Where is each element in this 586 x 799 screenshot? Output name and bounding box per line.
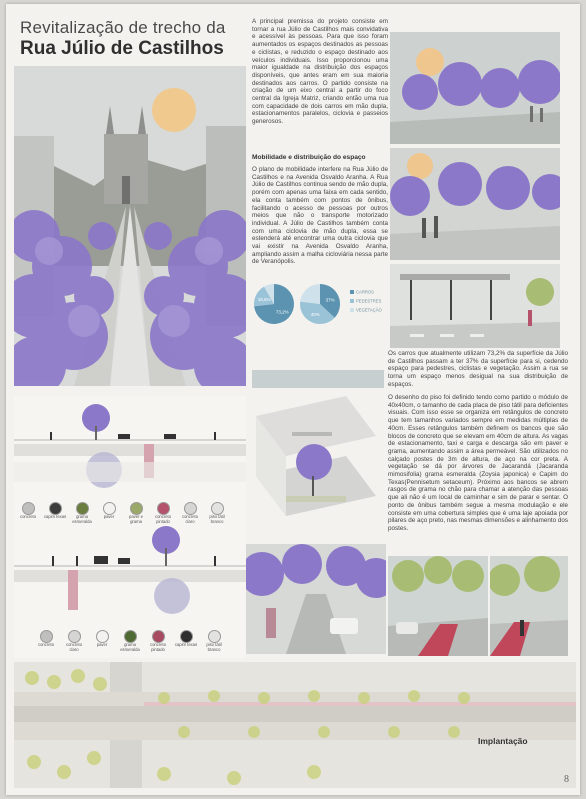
poster-sheet [6,4,580,795]
render-cyclist-street [490,556,568,656]
legend-swatch [350,308,354,312]
legend-label: VEGETAÇÃO [356,307,382,313]
poster-title-line1: Revitalização de trecho da [20,18,226,37]
page-number: 8 [564,774,569,785]
pie-slice [300,284,320,304]
material-label: piso tátil branco [206,642,222,652]
pie-value-label: 18,5% [257,297,271,303]
material-label: concreto [37,642,55,647]
render-bus-stop [390,264,560,348]
legend-swatch [350,299,354,303]
material-label: grama esmeralda [72,514,92,524]
material-label: concreto [19,514,37,519]
intro-paragraph: A principal premissa do projeto consiste em tornar a rua Júlio de Castilhos mais convidativa e acessível às pessoas. Para que isso foram aumentados os espaços destinados as pessoas e ciclistas, e reduzido o espaço destinado aos veículos individuais. Isso proporcionou uma maior igualdade na distribuição dos espaços disponíveis, que antes eram em sua maioria destinados aos carros. O partido consiste na criação de um eixo central a partir do foco central da Igreja Matriz, criando então uma rua com capacidade de dois carros em mão dupla, estacionamentos paralelos, ciclovia e passeios generosos. [252,18,388,126]
render-street-trees-2 [390,148,560,260]
render-street-trees-1 [390,32,560,144]
render-tree-lined-street [246,544,386,654]
render-bike-lane-parking [388,556,488,656]
material-label: concreto pintado [154,514,172,524]
street-cross-sections [14,396,246,658]
material-label: paver e grama [129,514,143,524]
material-label: capim texas [43,514,67,519]
material-label: concreto pintado [149,642,167,652]
site-plan [14,662,576,788]
axonometric-detail [246,396,386,542]
hero-render-church-avenue [14,66,246,386]
site-plan-label: Implantação [478,736,528,746]
material-label: grama esmeralda [120,642,140,652]
pie-value-label: 37% [325,297,335,303]
material-label: concreto claro [65,642,83,652]
pie-value-label: 40% [310,311,320,317]
legend-label: CARROS [356,289,374,295]
material-label: piso tátil branco [209,514,225,524]
legend-swatch [350,290,354,294]
legend-label: PEDESTRES [356,298,382,304]
cars-distribution-paragraph: Os carros que atualmente utilizam 73,2% da superfície da Júlio de Castilhos passam a ter 37% da superfície para si, cedendo espaço para pedestres, ciclistas e vegetação. Assim a rua se torna um espaço menos desigual na sua distribuição de espaços. [388,350,568,388]
material-label: paver [96,642,108,647]
material-label: concreto claro [181,514,199,524]
pie-charts-svg [252,278,388,338]
material-label: capim texas [174,642,198,647]
mobility-heading: Mobilidade e distribuição do espaço [252,154,366,161]
poster-title-line2: Rua Júlio de Castilhos [20,38,224,59]
material-label: paver [103,514,115,519]
pie-value-label: 73,2% [275,309,289,315]
floor-design-paragraph: O desenho do piso foi definido tendo como partido o módulo de 40x40cm, o tamanho de cada placa de piso tátil para deficientes visuais. Com isso esse se organiza em retângulos de concreto que tem tamanhos variados sempre em medidas múltiplas de 40cm. Esses retângulos também definem os bancos que são blocos de concreto que se elevam em 40cm de altura. As vagas de estacionamento, taxi e carga e descarga são em paver e grama, aumentando assim a área permeável. São utilizados no calçado postes de 3m de altura, de aço na cor preta. A vegetação se dá por árvores de Jacarandá (Jacaranda mimosifolia) grama esmeralda (Zoysia japonica) e Capim do Texas(Pennisetum setaceum). Próximo aos bancos se abrem rasgos de grama no chão para chamar a atenção das pessoas que ali não é um local de caminhar e sim de parar e sentar. O ponto de ônibus também segue a mesma modulação e ele consiste em uma cobertura simples que é uma laje apoiada por pilares de aço preto, nas mesmas dimensões e alinhamento dos postes. [388,394,568,532]
space-distribution-charts [252,278,388,338]
mobility-paragraph: O plano de mobilidade interfere na Rua Júlio de Castilhos e na Avenida Osvaldo Aranha. A Rua Júlio de Castilhos continua sendo de mão dupla, porém com apenas uma faixa em cada sentido, ela conta também com pontos de ônibus, facilitando o acesso de pessoas por outros meios que não o transporte motorizado individual. A Júlio de Castilhos também conta com uma ciclovia de mão dupla, essa se estenderá até encontrar uma outra ciclovia que vai existir na Avenida Osvaldo Aranha, ampliando assim a malha cicloviária nessa parte de Veranópolis. [252,166,388,266]
street-section-strip [252,370,384,388]
